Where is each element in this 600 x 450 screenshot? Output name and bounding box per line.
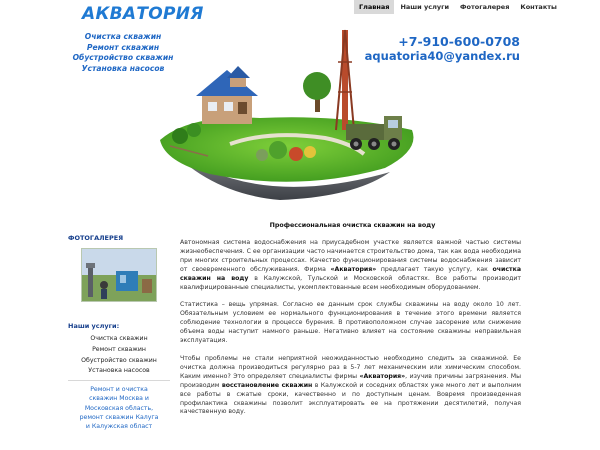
regional-link-line2[interactable]: скважин Москва и — [89, 395, 149, 403]
p3-text-e: в Калужской и соседних областях уже много лет и выполним все работы в сжатые сроки, качественно и по доступным ценам. Вовремя произведенная профилактика скважины позволит эксплуатировать ее на протяжении десятилетий, получая качественную воду. — [180, 381, 522, 416]
regional-link-line3[interactable]: Московская область, — [84, 404, 154, 412]
sidebar — [68, 234, 170, 432]
phone-number[interactable]: +7-910-600-0708 — [398, 34, 520, 49]
header — [0, 0, 600, 205]
p1-keyword: очистка скважин на воду — [180, 265, 522, 282]
p1-company-name: «Акватория» — [330, 265, 377, 273]
gallery-thumbnail[interactable] — [81, 248, 157, 302]
service-link-arrangement[interactable]: Обустройство скважин — [81, 356, 157, 364]
services-heading: Наши услуги: — [68, 322, 120, 330]
nav-contacts[interactable]: Контакты — [515, 0, 561, 14]
header-service-cleaning: Очистка скважин — [84, 32, 162, 41]
gallery-heading: ФОТОГАЛЕРЕЯ — [68, 234, 124, 242]
p3-text-a: Чтобы проблемы не стали неприятной неожиданностью необходимо следить за скважиной. Ее очистка должна производиться регулярно раз в 5-7 лет механическим или химическим способом. Каким именно? Это определяет специалисты фирмы — [180, 354, 521, 380]
nav-gallery[interactable]: Фотогалерея — [455, 0, 514, 14]
services-list — [68, 334, 170, 377]
article-paragraph-3 — [180, 355, 521, 417]
site-logo[interactable]: АКВАТОРИЯ — [82, 4, 204, 24]
p1-text-c: предлагает такую услугу, как — [376, 265, 493, 273]
header-services — [53, 32, 193, 74]
article-body — [180, 239, 521, 426]
header-service-arrangement: Обустройство скважин — [72, 53, 174, 62]
header-service-repair: Ремонт скважин — [86, 42, 160, 52]
header-contacts — [365, 35, 520, 63]
header-service-pumps: Установка насосов — [81, 63, 165, 73]
nav-services[interactable]: Наши услуги — [395, 0, 454, 14]
article-paragraph-1 — [180, 239, 521, 292]
regional-links — [68, 380, 170, 431]
gallery-photo — [82, 249, 157, 302]
service-link-repair[interactable]: Ремонт скважин — [92, 345, 146, 353]
nav-home[interactable]: Главная — [354, 0, 394, 14]
p3-keyword: восстановление скважин — [221, 381, 313, 389]
service-link-pumps[interactable]: Установка насосов — [88, 367, 150, 375]
email-address[interactable]: aquatoria40@yandex.ru — [364, 49, 520, 63]
p3-text-c: , изучив причины загрязнения. Мы производим — [180, 372, 521, 389]
regional-link-line5[interactable]: и Калужская област — [85, 423, 153, 431]
article-paragraph-2: Статистика – вещь упрямая. Согласно ее данным срок службы скважины на воду около 10 лет. Обязательным условием ее нормального функционирования в течение этого времени является соблюдение технологии в процессе бурения. В противоположном случае засорение или снижение объема воды наступит намного раньше. Негативно влияет на состояние скважины неправильная эксплуатация. — [180, 301, 521, 345]
p1-text-e: в Калужской, Тульской и Московской областях. Все работы производит квалифицированные специалисты, укомплектованные всем необходимым оборудованием. — [180, 274, 521, 291]
service-link-cleaning[interactable]: Очистка скважин — [90, 335, 148, 342]
p3-company-name: «Акватория» — [359, 372, 406, 380]
p1-text-a: Автономная система водоснабжения на приусадебном участке является важной частью системы жизнеобеспечения. С ее организации часто начинается строительство дома, так как вода необходима при многих строительных процессах. Качество функционирования системы водоснабжения зависит от своевременного обслуживания. Фирма — [180, 239, 521, 273]
regional-link-line4[interactable]: ремонт скважин Калуга — [79, 414, 159, 422]
article-title: Профессиональная очистка скважин на воду — [269, 222, 436, 229]
regional-link-line1[interactable]: Ремонт и очистка — [90, 386, 148, 394]
top-nav — [354, 0, 563, 14]
